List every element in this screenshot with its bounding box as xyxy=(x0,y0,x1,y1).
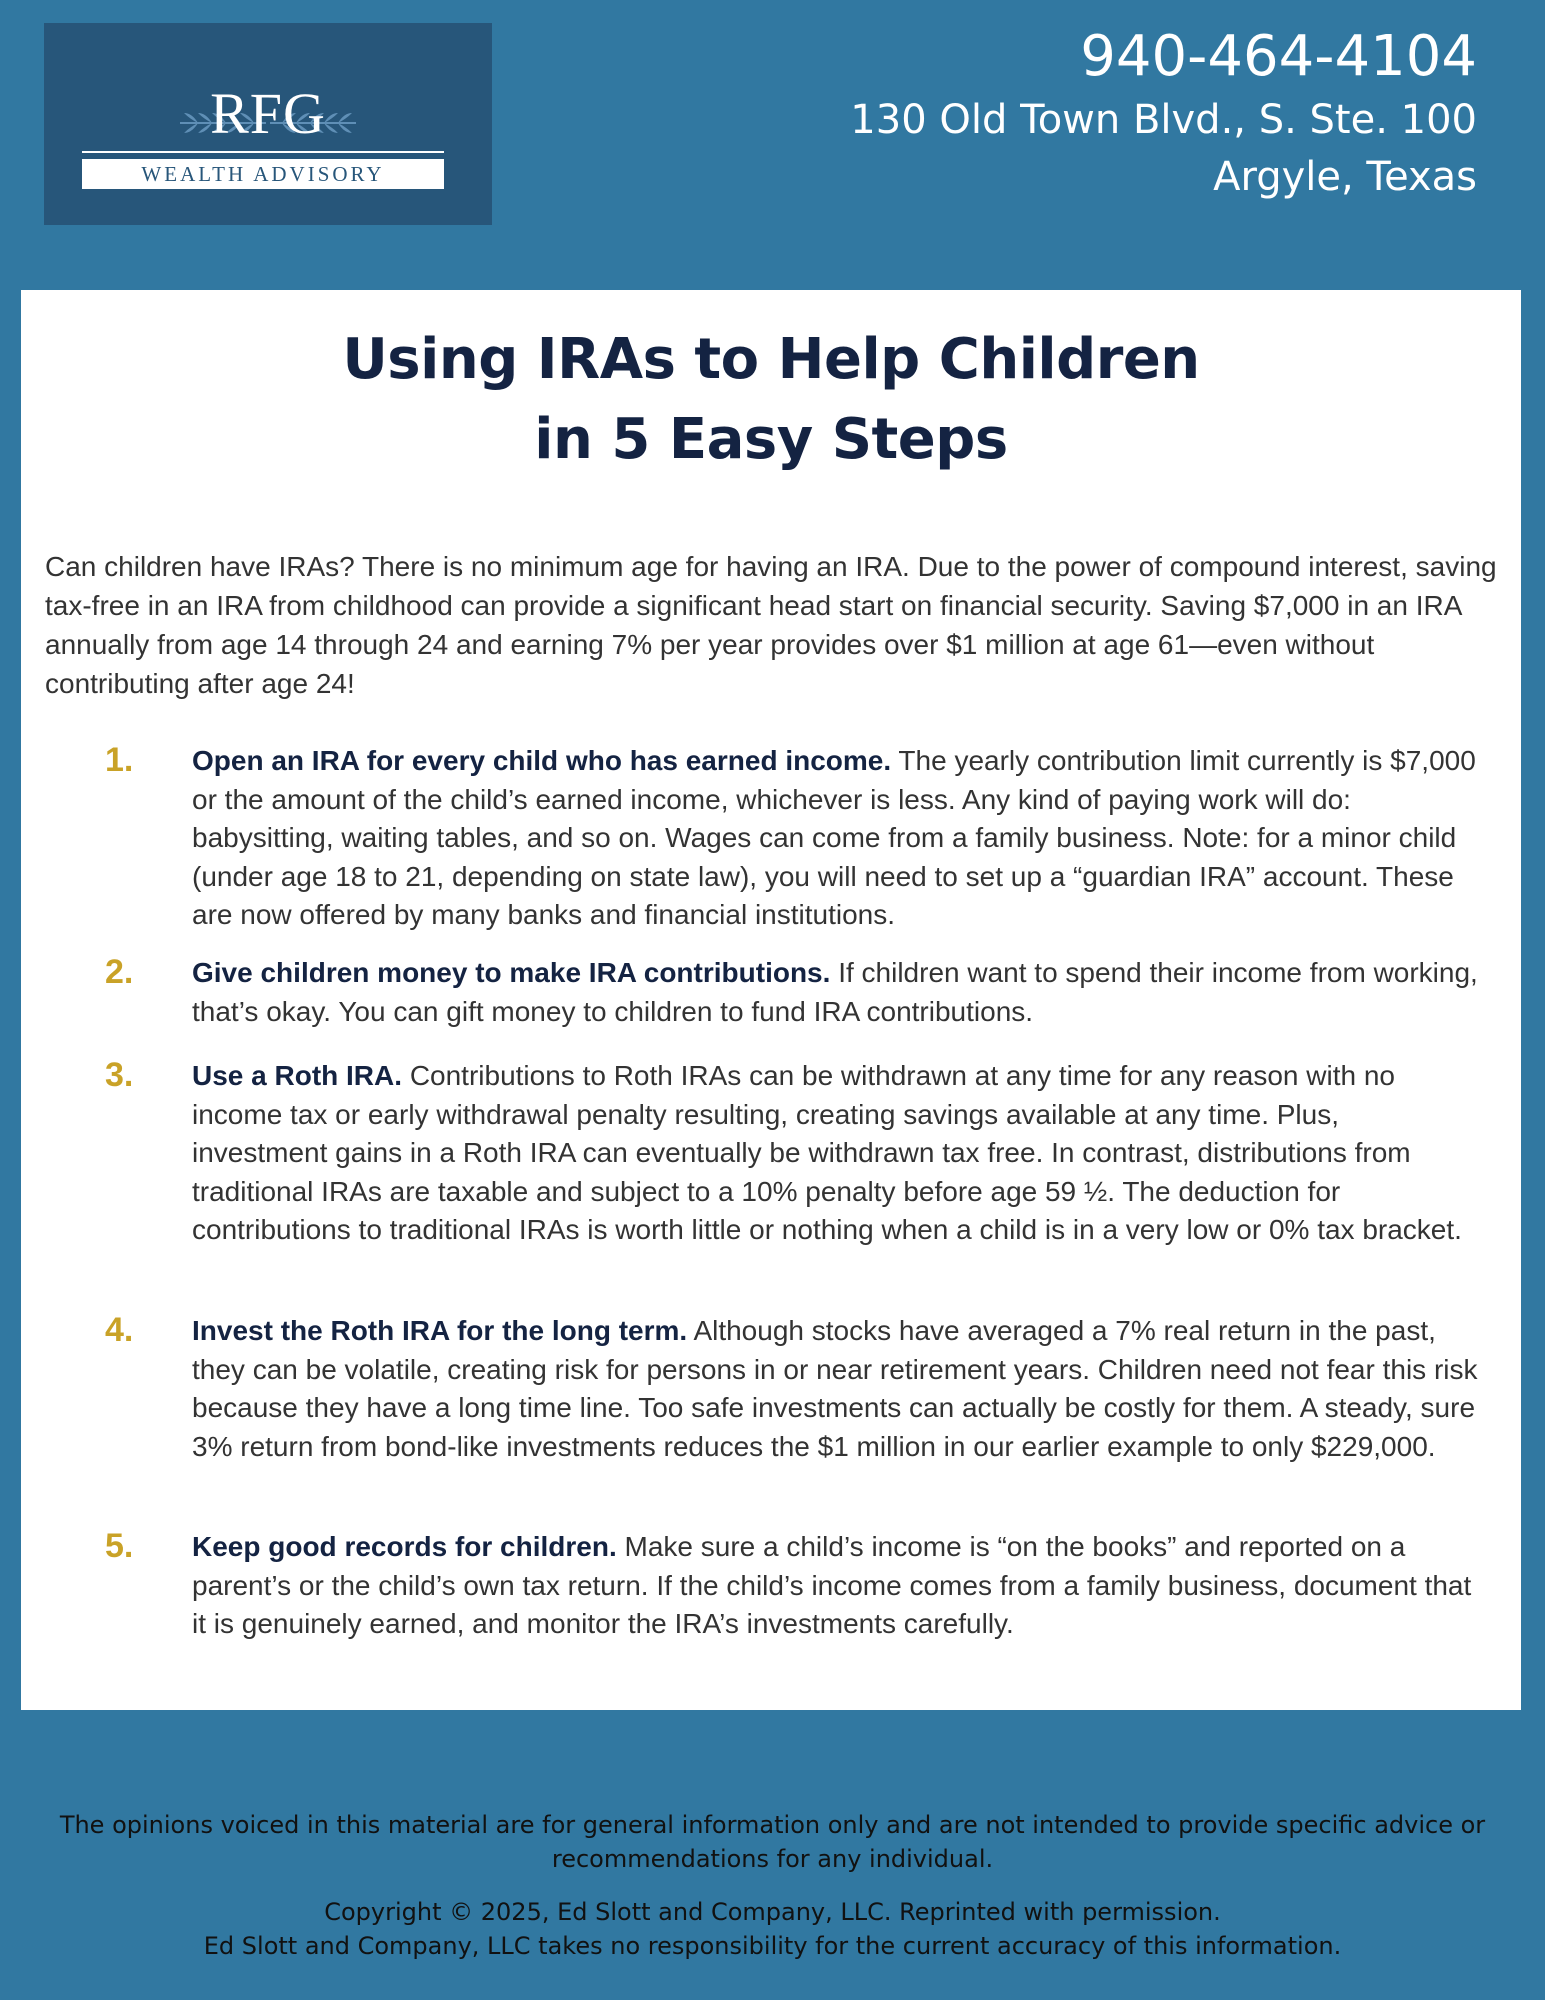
step-number: 4. xyxy=(105,1311,134,1349)
step-text: Contributions to Roth IRAs can be withdrawn at any time for any reason with no income tax or early withdrawal penalty resulting, creating savings available at any time. Plus, investment gains in a Roth IRA can eventually be withdrawn tax free. In contrast, distributions from traditional IRAs are taxable and subject to a 10% penalty before age 59 ½. The deduction for contributions to traditional IRAs is worth little or nothing when a child is in a very low or 0% tax bracket. xyxy=(192,1060,1462,1245)
step-text: If children want to spend their income from working, that’s okay. You can gift money to children to fund IRA contributions. xyxy=(192,957,1478,1027)
step-heading: Give children money to make IRA contributions. xyxy=(192,957,831,988)
step-body xyxy=(192,1528,1482,1644)
step-number: 3. xyxy=(105,1056,134,1094)
step-body xyxy=(192,1312,1482,1466)
company-logo xyxy=(44,23,492,225)
step-body xyxy=(192,954,1482,1031)
title-line-1: Using IRAs to Help Children xyxy=(342,327,1200,392)
step-number: 1. xyxy=(105,741,134,779)
logo-tagline: WEALTH ADVISORY xyxy=(82,159,444,189)
intro-paragraph: Can children have IRAs? There is no minimum age for having an IRA. Due to the power of compound interest, saving tax-free in an IRA from childhood can provide a significant head start on financial security. Saving $7,000 in an IRA annually from age 14 through 24 and earning 7% per year provides over $1 million at age 61—even without contributing after age 24! xyxy=(45,551,1497,699)
step-text: Although stocks have averaged a 7% real return in the past, they can be volatile, creating risk for persons in or near retirement years. Children need not fear this risk because they have a long time line. Too safe investments can actually be costly for them. A steady, sure 3% return from bond-like investments reduces the $1 million in our earlier example to only $229,000. xyxy=(192,1315,1478,1462)
address-line-2: Argyle, Texas xyxy=(1213,154,1477,200)
logo-name: RFG xyxy=(210,81,326,146)
step-heading: Invest the Roth IRA for the long term. xyxy=(192,1315,688,1346)
disclaimer-line-1: The opinions voiced in this material are for general information only and are not intended to provide specific advice or xyxy=(59,1811,1486,1839)
step-text: The yearly contribution limit currently is $7,000 or the amount of the child’s earned income, whichever is less. Any kind of paying work will do: babysitting, waiting tables, and so on. Wages can come from a family business. Note: for a minor child (under age 18 to 21, depending on state law), you will need to set up a “guardian IRA” account. These are now offered by many banks and financial institutions. xyxy=(192,745,1476,930)
phone-number[interactable]: 940-464-4104 xyxy=(1080,24,1477,89)
step-number: 5. xyxy=(105,1527,134,1565)
logo-divider xyxy=(82,151,444,153)
step-heading: Keep good records for children. xyxy=(192,1531,617,1562)
disclaimer xyxy=(0,1808,1545,1876)
step-number: 2. xyxy=(105,953,134,991)
step-body xyxy=(192,1057,1482,1250)
contact-info xyxy=(850,22,1477,206)
article-panel xyxy=(21,290,1521,1710)
title-line-2: in 5 Easy Steps xyxy=(534,407,1008,472)
address-line-1: 130 Old Town Blvd., S. Ste. 100 xyxy=(850,97,1477,143)
step-heading: Use a Roth IRA. xyxy=(192,1060,403,1091)
article-title xyxy=(21,320,1521,480)
step-heading: Open an IRA for every child who has earned income. xyxy=(192,745,892,776)
copyright-line-2: Ed Slott and Company, LLC takes no responsibility for the current accuracy of this information. xyxy=(203,1932,1342,1960)
step-body xyxy=(192,742,1482,935)
copyright-notice xyxy=(0,1895,1545,1963)
copyright-line-1: Copyright © 2025, Ed Slott and Company, LLC. Reprinted with permission. xyxy=(324,1898,1221,1926)
step-text: Make sure a child’s income is “on the books” and reported on a parent’s or the child’s own tax return. If the child’s income comes from a family business, document that it is genuinely earned, and monitor the IRA’s investments carefully. xyxy=(192,1531,1472,1639)
disclaimer-line-2: recommendations for any individual. xyxy=(551,1845,994,1873)
